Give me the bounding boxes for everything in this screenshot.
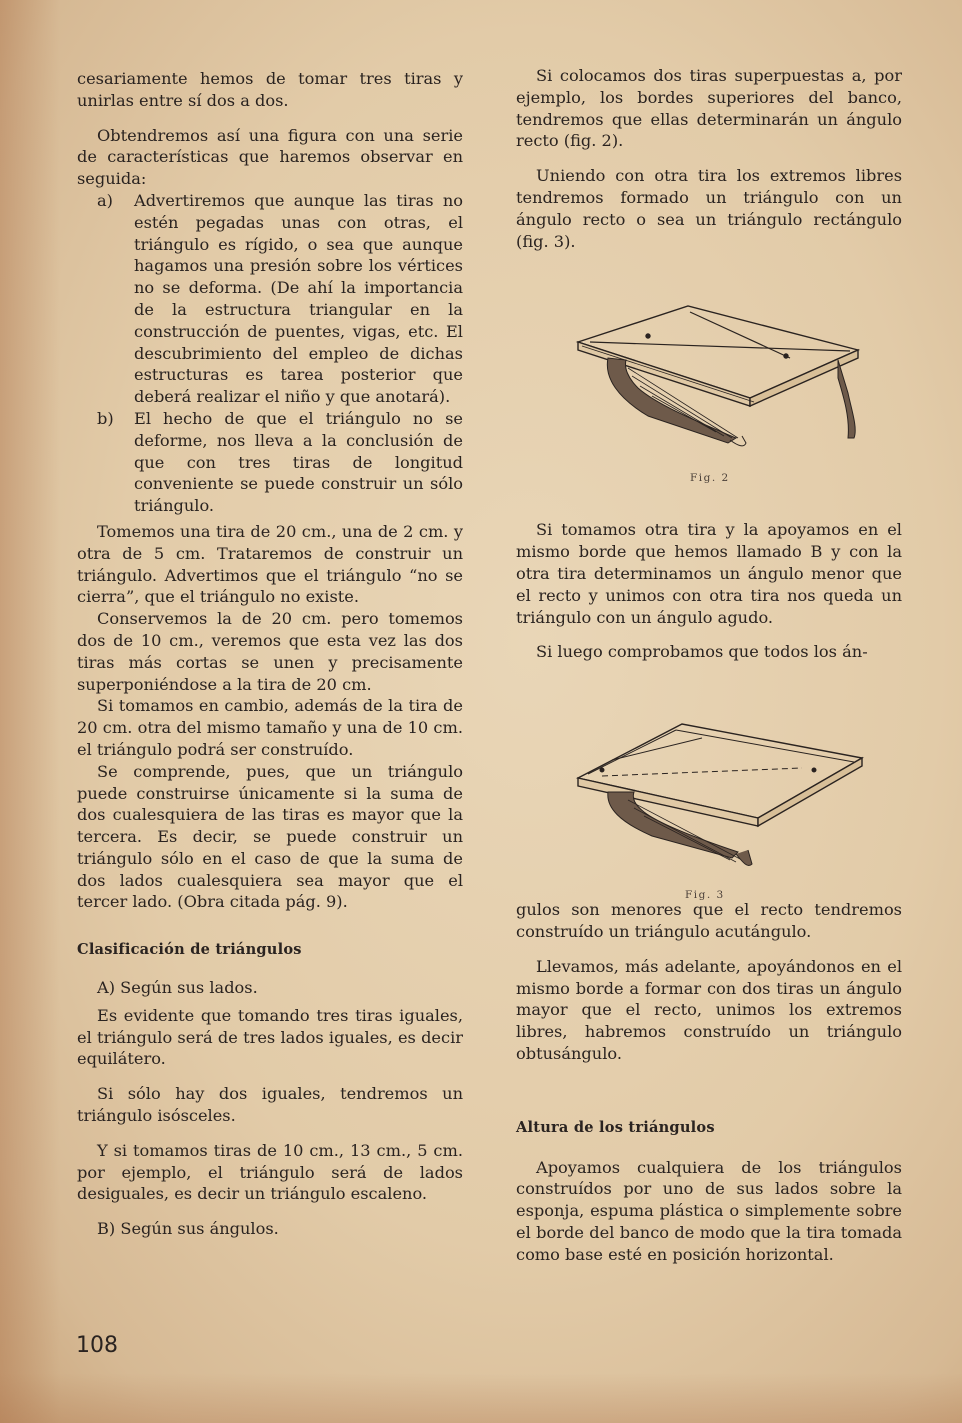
paragraph: Conservemos la de 20 cm. pero tomemos dos de 10 cm., veremos que esta vez las dos tiras más cortas se unen y precisamente superponiéndose a la tira de 20 cm.	[77, 609, 463, 694]
list-item-b	[77, 408, 463, 517]
left-column	[77, 68, 463, 1240]
list-text: El hecho de que el triángulo no se deforme, nos lleva a la conclusión de que con tres tiras de longitud conveniente se puede construir un sólo triángulo.	[134, 408, 463, 516]
subheading: A) Según sus lados.	[97, 978, 258, 998]
section-heading: Altura de los triángulos	[516, 1118, 715, 1136]
paragraph: Si colocamos dos tiras superpuestas a, por ejemplo, los bordes superiores del banco, tendremos que ellas determinarán un ángulo recto (fig. 2).	[516, 66, 902, 151]
figure-bench-triangle	[572, 718, 872, 873]
paragraph: cesariamente hemos de tomar tres tiras y unirlas entre sí dos a dos.	[77, 69, 463, 110]
paragraph: Tomemos una tira de 20 cm., una de 2 cm. y otra de 5 cm. Trataremos de construir un triángulo. Advertimos que el triángulo “no se cierra”, que el triángulo no existe.	[77, 521, 463, 607]
bench-illustration	[568, 298, 868, 458]
paragraph: Uniendo con otra tira los extremos libres tendremos formado un triángulo con un ángulo recto o sea un triángulo rectángulo (fig. 3).	[516, 166, 902, 251]
paragraph: Se comprende, pues, que un triángulo puede construirse únicamente si la suma de dos cualesquiera de las tiras es mayor que la tercera. Es decir, se puede construir un triángulo sólo en el caso de que la suma de dos lados cualesquiera sea mayor que el tercer lado. (Obra citada pág. 9).	[77, 761, 463, 912]
page-bottom-shadow	[0, 1373, 962, 1423]
page-edge-shadow	[0, 0, 60, 1423]
paragraph: Si luego comprobamos que todos los án-	[536, 642, 868, 662]
figure-caption: Fig. 3	[685, 889, 725, 901]
figure-bench-right-angle	[568, 298, 868, 458]
paragraph: Si tomamos otra tira y la apoyamos en el mismo borde que hemos llamado B y con la otra tira determinamos un ángulo menor que el recto y unimos con otra tira nos queda un triángulo con un ángulo agudo.	[516, 520, 902, 627]
list-label: a)	[97, 190, 113, 210]
right-column	[516, 65, 902, 1266]
page-number: 108	[76, 1333, 118, 1358]
list-label: b)	[97, 408, 114, 428]
figure-caption: Fig. 2	[690, 472, 730, 484]
paragraph: Llevamos, más adelante, apoyándonos en el mismo borde a formar con dos tiras un ángulo mayor que el recto, unimos los extremos libres, habremos construído un triángulo obtusángulo.	[516, 956, 902, 1063]
section-heading: Clasificación de triángulos	[77, 941, 302, 959]
paragraph: Obtendremos así una figura con una serie de características que haremos observar en seguida:	[77, 125, 463, 189]
subheading: B) Según sus ángulos.	[97, 1219, 279, 1239]
paragraph: Es evidente que tomando tres tiras iguales, el triángulo será de tres lados iguales, es decir equilátero.	[77, 1005, 463, 1069]
paragraph: gulos son menores que el recto tendremos construído un triángulo acutángulo.	[516, 900, 902, 941]
list-text: Advertiremos que aunque las tiras no estén pegadas unas con otras, el triángulo es rígido, o sea que aunque hagamos una presión sobre los vértices no se deforma. (De ahí la importancia de la estructura triangular en la construcción de puentes, vigas, etc. El descubrimiento del empleo de dichas estructuras es tarea posterior que deberá realizar el niño y que anotará).	[134, 190, 463, 407]
paragraph: Si tomamos en cambio, además de la tira de 20 cm. otra del mismo tamaño y una de 10 cm. el triángulo podrá ser construído.	[77, 696, 463, 759]
list-item-a	[77, 190, 463, 408]
paragraph: Si sólo hay dos iguales, tendremos un triángulo isósceles.	[77, 1084, 463, 1126]
bench-illustration	[572, 718, 872, 873]
paragraph: Apoyamos cualquiera de los triángulos construídos por uno de sus lados sobre la esponja, espuma plástica o simplemente sobre el borde del banco de modo que la tira tomada como base esté en posición horizontal.	[516, 1157, 902, 1264]
paragraph: Y si tomamos tiras de 10 cm., 13 cm., 5 cm. por ejemplo, el triángulo será de lados desiguales, es decir un triángulo escaleno.	[77, 1140, 463, 1204]
